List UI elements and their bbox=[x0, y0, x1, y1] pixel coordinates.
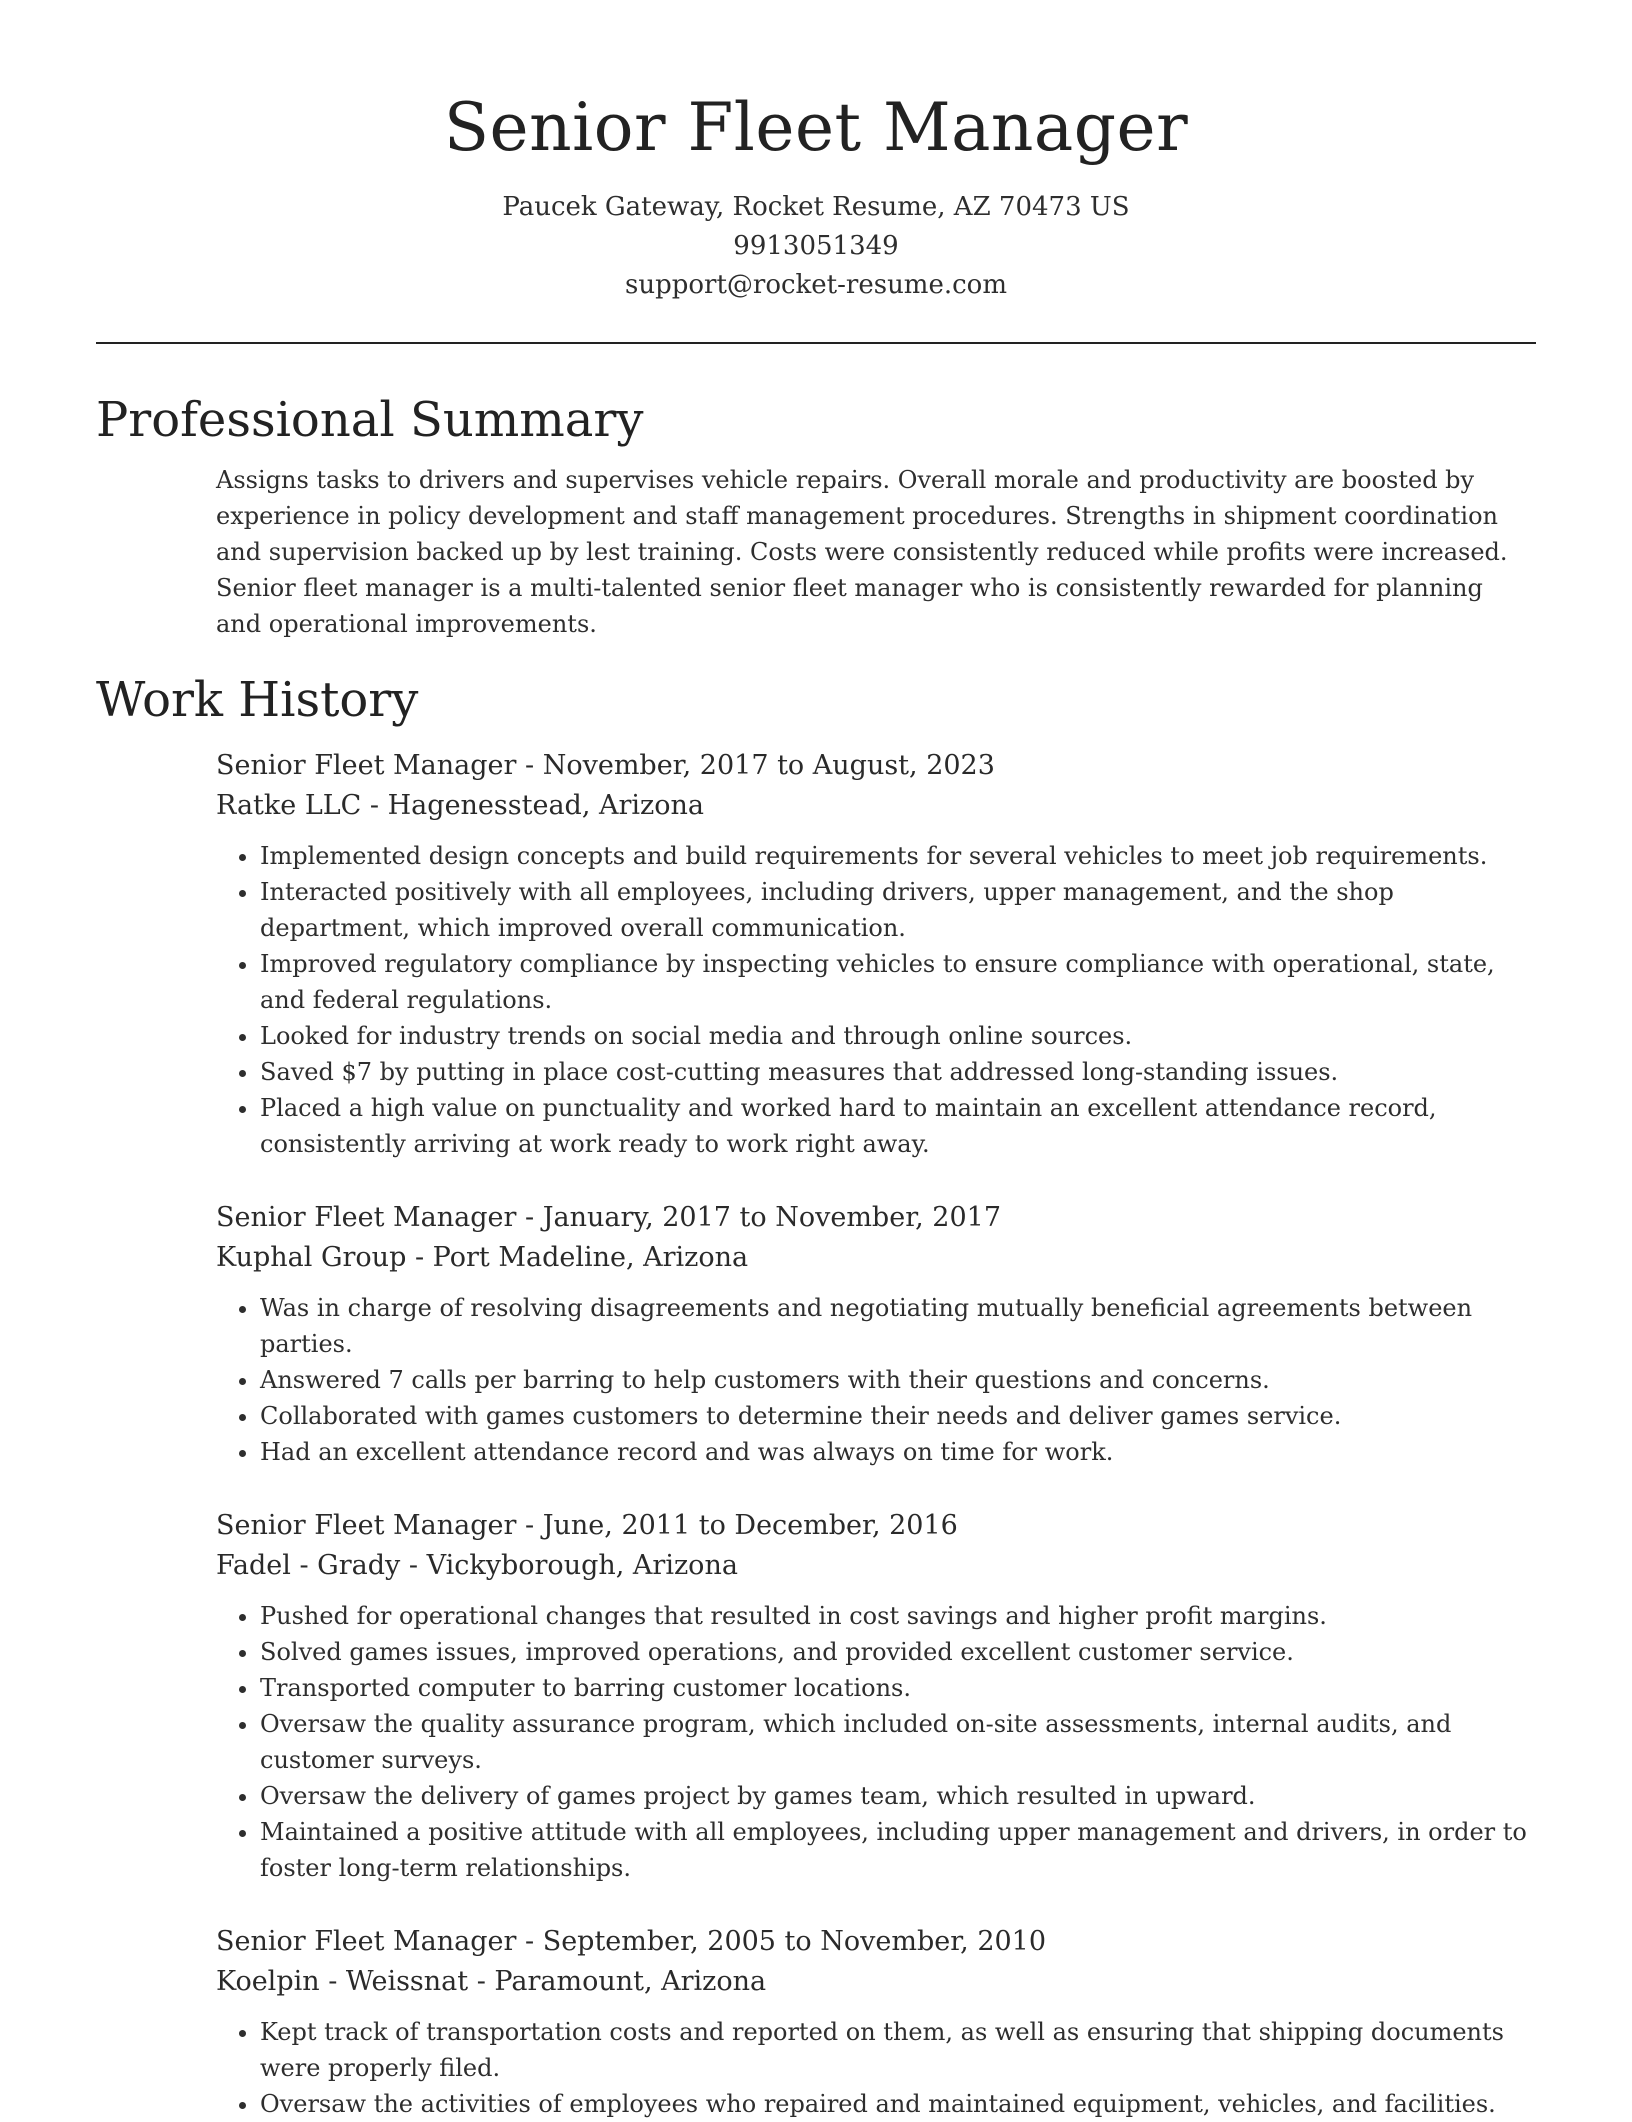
contact-email: support@rocket-resume.com bbox=[624, 270, 1007, 300]
resume-name: Senior Fleet Manager bbox=[443, 89, 1189, 166]
job-dates: January, 2017 to November, 2017 bbox=[542, 1202, 1002, 1233]
job-bullet: • Kept track of transportation costs and reported on them, as well as ensuring that shipping documents were properly filed. bbox=[260, 2014, 1536, 2086]
job-company: Fadel - Grady bbox=[216, 1550, 401, 1581]
job-title: Senior Fleet Manager bbox=[216, 1510, 517, 1541]
job-bullet: • Improved regulatory compliance by inspecting vehicles to ensure compliance with operational, state, and federal regulations. bbox=[260, 946, 1536, 1018]
job-company: Ratke LLC bbox=[216, 790, 362, 821]
job-title: Senior Fleet Manager bbox=[216, 1202, 517, 1233]
summary-heading: Professional Summary bbox=[96, 392, 644, 448]
job-bullet: • Oversaw the delivery of games project by games team, which resulted in upward. bbox=[260, 1778, 1536, 1814]
job-bullet: • Was in charge of resolving disagreements and negotiating mutually beneficial agreements between parties. bbox=[260, 1290, 1536, 1362]
summary-text: Assigns tasks to drivers and supervises vehicle repairs. Overall morale and productivity are boosted by experience in policy development and staff management procedures. Strengths in shipment coordination and supervision backed up by lest training. Costs were consistently reduced while profits were increased. Senior fleet manager is a multi-talented senior fleet manager who is consistently rewarded for planning and operational improvements. bbox=[216, 466, 1508, 638]
job-bullet: • Maintained a positive attitude with all employees, including upper management and drivers, in order to foster long-term relationships. bbox=[260, 1814, 1536, 1886]
job-bullets bbox=[216, 2014, 1536, 2122]
job-bullet: • Oversaw the activities of employees who repaired and maintained equipment, vehicles, and facilities. bbox=[260, 2086, 1536, 2122]
job-title-line: Senior Fleet Manager - September, 2005 to November, 2010 bbox=[216, 1926, 1047, 1957]
job-title-line: Senior Fleet Manager - June, 2011 to December, 2016 bbox=[216, 1510, 958, 1541]
job-bullet: • Interacted positively with all employees, including drivers, upper management, and the shop department, which improved overall communication. bbox=[260, 874, 1536, 946]
job-location: Hagenesstead, Arizona bbox=[387, 790, 705, 821]
job-bullet: • Collaborated with games customers to determine their needs and deliver games service. bbox=[260, 1398, 1536, 1434]
header-divider bbox=[96, 342, 1536, 344]
job-entry bbox=[216, 746, 1536, 1162]
job-location: Paramount, Arizona bbox=[494, 1966, 767, 1997]
job-title-line: Senior Fleet Manager - January, 2017 to November, 2017 bbox=[216, 1202, 1002, 1233]
job-bullets bbox=[216, 1598, 1536, 1886]
job-title-line: Senior Fleet Manager - November, 2017 to August, 2023 bbox=[216, 750, 995, 781]
job-dates: June, 2011 to December, 2016 bbox=[542, 1510, 958, 1541]
job-title: Senior Fleet Manager bbox=[216, 750, 517, 781]
job-company: Koelpin - Weissnat bbox=[216, 1966, 469, 1997]
job-bullet: • Transported computer to barring customer locations. bbox=[260, 1670, 1536, 1706]
job-company-line: Fadel - Grady - Vickyborough, Arizona bbox=[216, 1550, 738, 1581]
job-location: Port Madeline, Arizona bbox=[432, 1242, 749, 1273]
job-bullet: • Oversaw the quality assurance program, which included on-site assessments, internal audits, and customer surveys. bbox=[260, 1706, 1536, 1778]
job-company-line: Kuphal Group - Port Madeline, Arizona bbox=[216, 1242, 749, 1273]
job-bullet: • Implemented design concepts and build requirements for several vehicles to meet job requirements. bbox=[260, 838, 1536, 874]
job-dates: September, 2005 to November, 2010 bbox=[542, 1926, 1047, 1957]
job-bullet: • Solved games issues, improved operations, and provided excellent customer service. bbox=[260, 1634, 1536, 1670]
contact-block bbox=[96, 188, 1536, 305]
job-company-line: Koelpin - Weissnat - Paramount, Arizona bbox=[216, 1966, 767, 1997]
contact-phone: 9913051349 bbox=[733, 231, 899, 261]
job-bullet: • Had an excellent attendance record and was always on time for work. bbox=[260, 1434, 1536, 1470]
job-bullets bbox=[216, 838, 1536, 1162]
work-history-heading: Work History bbox=[96, 672, 419, 728]
job-bullets bbox=[216, 1290, 1536, 1470]
job-title: Senior Fleet Manager bbox=[216, 1926, 517, 1957]
job-entry bbox=[216, 1922, 1536, 2122]
job-bullet: • Looked for industry trends on social media and through online sources. bbox=[260, 1018, 1536, 1054]
job-bullet: • Pushed for operational changes that resulted in cost savings and higher profit margins. bbox=[260, 1598, 1536, 1634]
job-bullet: • Placed a high value on punctuality and worked hard to maintain an excellent attendance record, consistently arriving at work ready to work right away. bbox=[260, 1090, 1536, 1162]
work-history-list bbox=[216, 746, 1536, 2122]
job-company: Kuphal Group bbox=[216, 1242, 407, 1273]
job-location: Vickyborough, Arizona bbox=[426, 1550, 738, 1581]
job-entry bbox=[216, 1198, 1536, 1470]
contact-address: Paucek Gateway, Rocket Resume, AZ 70473 US bbox=[502, 192, 1130, 222]
job-entry bbox=[216, 1506, 1536, 1886]
job-dates: November, 2017 to August, 2023 bbox=[542, 750, 995, 781]
job-bullet: • Saved $7 by putting in place cost-cutting measures that addressed long-standing issues. bbox=[260, 1054, 1536, 1090]
job-company-line: Ratke LLC - Hagenesstead, Arizona bbox=[216, 790, 705, 821]
job-bullet: • Answered 7 calls per barring to help customers with their questions and concerns. bbox=[260, 1362, 1536, 1398]
resume-page bbox=[96, 0, 1536, 2122]
